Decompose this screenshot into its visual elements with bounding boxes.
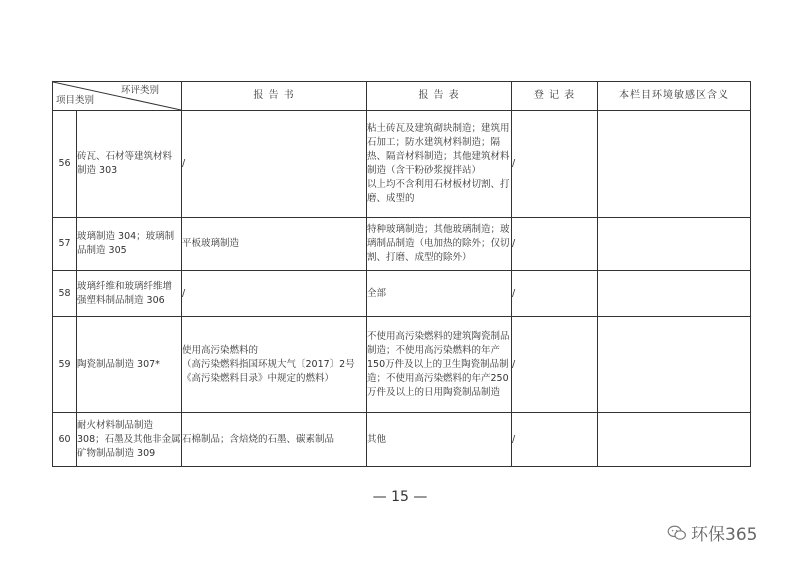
register-cell: / bbox=[512, 271, 598, 317]
table-row bbox=[53, 271, 751, 317]
row-number: 60 bbox=[53, 413, 77, 467]
register-cell: / bbox=[512, 218, 598, 271]
wechat-icon bbox=[667, 525, 687, 541]
project-category-table bbox=[52, 81, 751, 467]
report-form-cell: 全部 bbox=[367, 271, 512, 317]
report-form-cell: 不使用高污染燃料的建筑陶瓷制品制造；不使用高污染燃料的年产150万件及以上的卫生陶瓷制品制造；不使用高污染燃料的年产250万件及以上的日用陶瓷制品制造 bbox=[367, 317, 512, 413]
report-book-cell: / bbox=[182, 271, 367, 317]
register-cell: / bbox=[512, 413, 598, 467]
project-name: 玻璃纤维和玻璃纤维增强塑料制品制造 306 bbox=[77, 271, 182, 317]
project-name: 陶瓷制品制造 307* bbox=[77, 317, 182, 413]
sensitive-area-cell bbox=[598, 413, 751, 467]
env-category-label: 环评类别 bbox=[120, 85, 159, 96]
report-form-cell: 其他 bbox=[367, 413, 512, 467]
sensitive-area-cell bbox=[598, 111, 751, 218]
table-row bbox=[53, 317, 751, 413]
report-book-cell: / bbox=[182, 111, 367, 218]
project-category-label: 项目类别 bbox=[56, 95, 95, 106]
report-form-cell: 特种玻璃制造；其他玻璃制造；玻璃制品制造（电加热的除外；仅切割、打磨、成型的除外） bbox=[367, 218, 512, 271]
project-name: 耐火材料制品制造 308；石墨及其他非金属矿物制品制造 309 bbox=[77, 413, 182, 467]
report-form-cell: 粘土砖瓦及建筑砌块制造；建筑用石加工；防水建筑材料制造；隔热、隔音材料制造；其他建筑材料制造（含干粉砂浆搅拌站） 以上均不含利用石材板材切割、打磨、成型的 bbox=[367, 111, 512, 218]
row-number: 56 bbox=[53, 111, 77, 218]
diagonal-header-cell bbox=[53, 82, 182, 111]
table-header-row bbox=[53, 82, 751, 111]
sensitive-area-cell bbox=[598, 317, 751, 413]
report-book-cell: 使用高污染燃料的 （高污染燃料指国环规大气〔2017〕2号《高污染燃料目录》中规定的燃料） bbox=[182, 317, 367, 413]
row-number: 58 bbox=[53, 271, 77, 317]
col-report-form: 报 告 表 bbox=[367, 82, 512, 111]
table-row bbox=[53, 218, 751, 271]
row-number: 57 bbox=[53, 218, 77, 271]
report-book-cell: 石棉制品；含焙烧的石墨、碳素制品 bbox=[182, 413, 367, 467]
sensitive-area-cell bbox=[598, 271, 751, 317]
register-cell: / bbox=[512, 317, 598, 413]
row-number: 59 bbox=[53, 317, 77, 413]
register-cell: / bbox=[512, 111, 598, 218]
watermark bbox=[667, 520, 757, 545]
sensitive-area-cell bbox=[598, 218, 751, 271]
watermark-text: 环保365 bbox=[691, 525, 758, 545]
page-number: — 15 — bbox=[372, 489, 428, 505]
col-sensitive-area: 本栏目环境敏感区含义 bbox=[598, 82, 751, 111]
table-row bbox=[53, 111, 751, 218]
project-name: 砖瓦、石材等建筑材料制造 303 bbox=[77, 111, 182, 218]
report-book-cell: 平板玻璃制造 bbox=[182, 218, 367, 271]
project-name: 玻璃制造 304；玻璃制品制造 305 bbox=[77, 218, 182, 271]
col-report-book: 报 告 书 bbox=[182, 82, 367, 111]
col-register: 登 记 表 bbox=[512, 82, 598, 111]
table-row bbox=[53, 413, 751, 467]
